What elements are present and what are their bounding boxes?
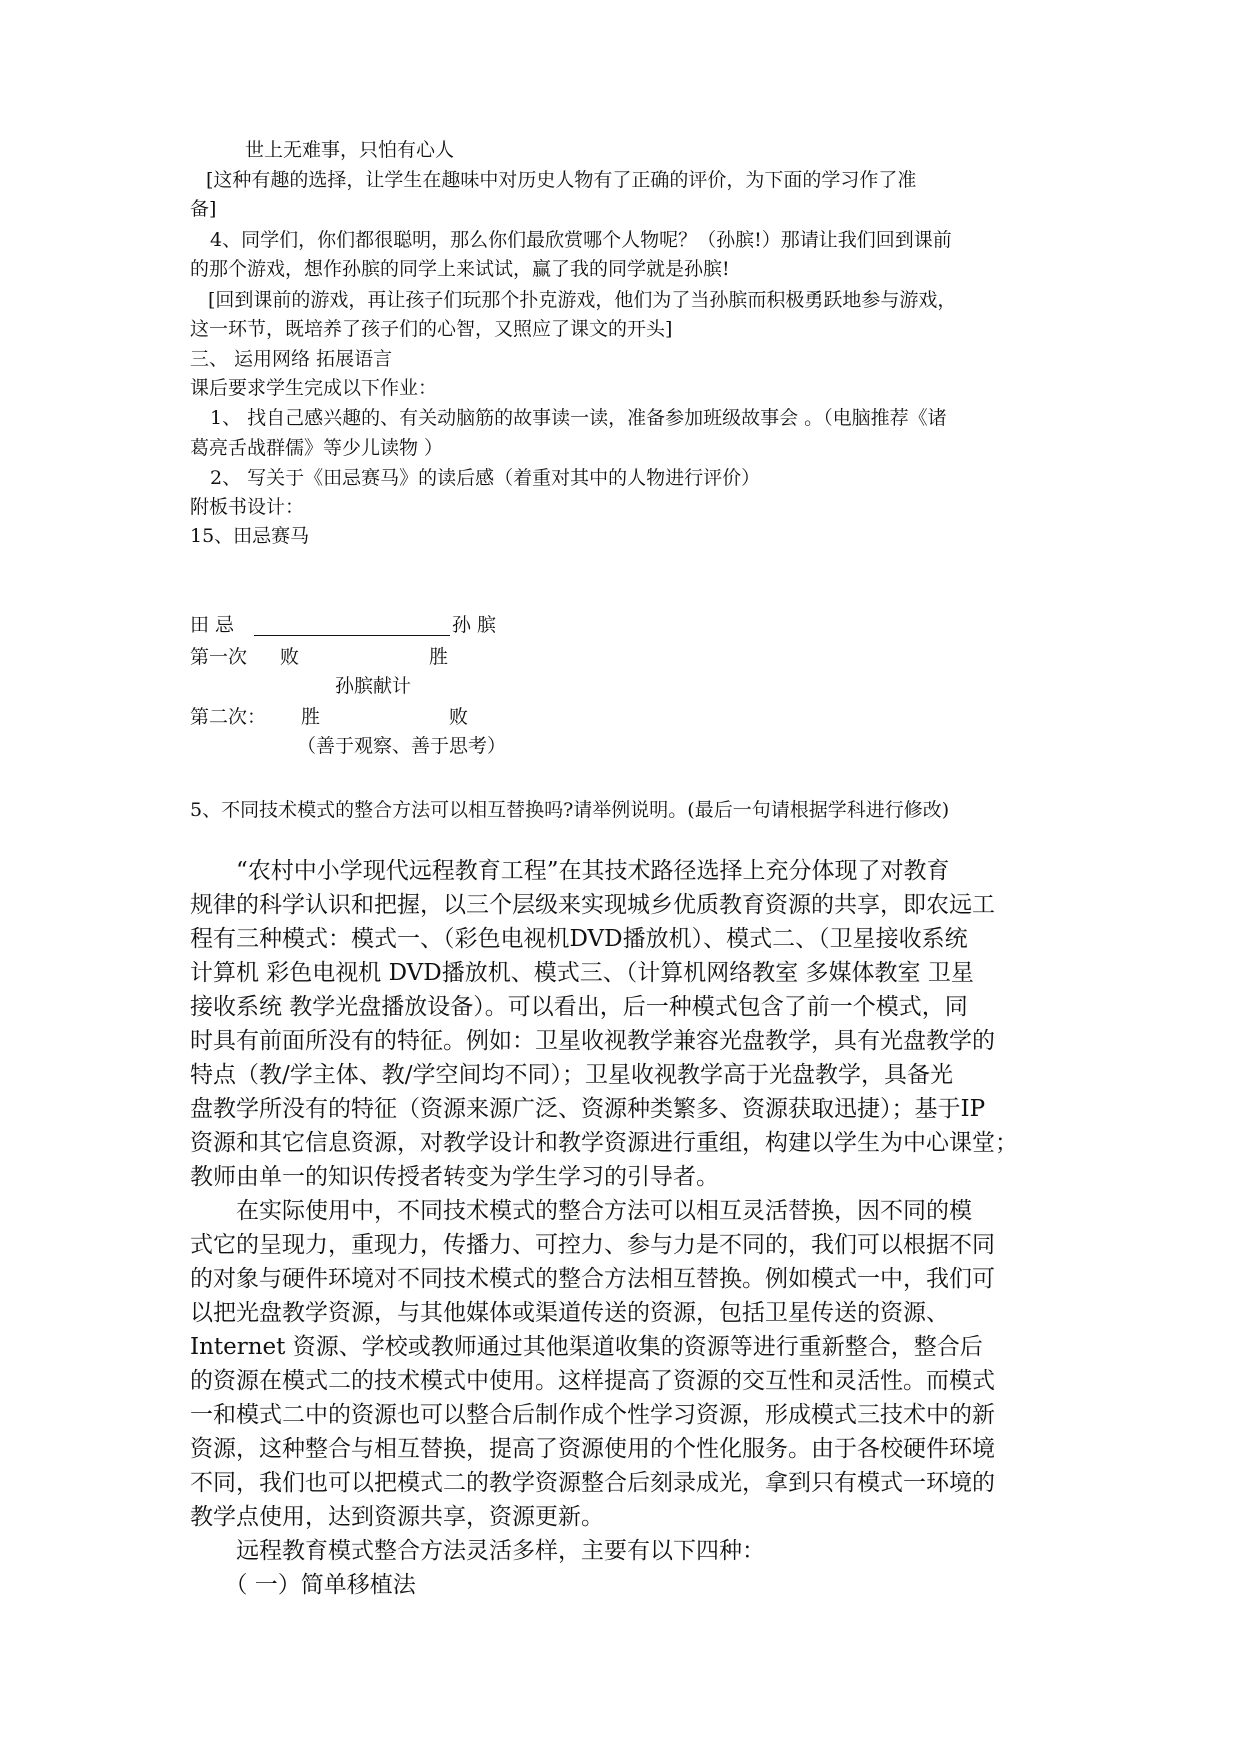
board-divider-line <box>254 635 450 636</box>
homework-1-line-1: 1、 找自己感兴趣的、有关动脑筋的故事读一读，准备参加班级故事会 。（电脑推荐《诸 <box>210 407 947 429</box>
board-lesson-title: 15、田忌赛马 <box>190 525 310 547</box>
section-3-heading: 三、 运用网络 拓展语言 <box>190 348 393 370</box>
item-4-line-2: 的那个游戏，想作孙膑的同学上来试试，赢了我的同学就是孙膑! <box>190 258 730 280</box>
answer-para-1-line-2: 规律的科学认识和把握，以三个层级来实现城乡优质教育资源的共享，即农远工 <box>190 892 995 918</box>
answer-para-2-line-9: 不同，我们也可以把模式二的教学资源整合后刻录成光，拿到只有模式一环境的 <box>190 1470 995 1496</box>
answer-para-2-line-10: 教学点使用，达到资源共享，资源更新。 <box>190 1504 604 1530</box>
answer-para-2-line-6: 的资源在模式二的技术模式中使用。这样提高了资源的交互性和灵活性。而模式 <box>190 1368 995 1394</box>
board-left-name: 田 忌 <box>190 614 235 636</box>
answer-para-1-line-7: 特点（教/学主体、教/学空间均不同）；卫星收视教学高于光盘教学，具备光 <box>190 1062 953 1088</box>
answer-para-1-line-5: 接收系统 教学光盘播放设备）。可以看出，后一种模式包含了前一个模式，同 <box>190 994 968 1020</box>
comment-2-line-2: 这一环节，既培养了孩子们的心智，又照应了课文的开头] <box>190 318 673 340</box>
board-advice: 孙膑献计 <box>335 675 412 697</box>
round-1-right-result: 胜 <box>429 646 449 668</box>
answer-para-1-line-4: 计算机 彩色电视机 DVD播放机、模式三、（计算机网络教室 多媒体教室 卫星 <box>190 960 974 986</box>
answer-para-2-line-1: 在实际使用中，不同技术模式的整合方法可以相互灵活替换，因不同的模 <box>190 1198 972 1224</box>
proverb-line: 世上无难事，只怕有心人 <box>245 139 455 161</box>
answer-para-2-line-4: 以把光盘教学资源，与其他媒体或渠道传送的资源，包括卫星传送的资源、 <box>190 1300 949 1326</box>
board-right-name: 孙 膑 <box>452 614 497 636</box>
answer-para-1-line-10: 教师由单一的知识传授者转变为学生学习的引导者。 <box>190 1164 719 1190</box>
method-1-heading: （ 一）简单移植法 <box>190 1572 416 1598</box>
board-traits: （善于观察、善于思考） <box>297 735 507 757</box>
answer-para-2-line-8: 资源，这种整合与相互替换，提高了资源使用的个性化服务。由于各校硬件环境 <box>190 1436 995 1462</box>
board-design-title: 附板书设计： <box>190 496 305 518</box>
answer-para-1-line-9: 资源和其它信息资源，对教学设计和教学资源进行重组，构建以学生为中心课堂； <box>190 1130 1018 1156</box>
answer-para-2-line-2: 式它的呈现力，重现力，传播力、可控力、参与力是不同的，我们可以根据不同 <box>190 1232 995 1258</box>
answer-para-1-line-3: 程有三种模式：模式一、（彩色电视机DVD播放机）、模式二、（卫星接收系统 <box>190 926 968 952</box>
comment-1-line-1: [这种有趣的选择，让学生在趣味中对历史人物有了正确的评价，为下面的学习作了准 <box>206 169 917 191</box>
answer-para-1-line-8: 盘教学所没有的特征（资源来源广泛、资源种类繁多、资源获取迅捷）；基于IP <box>190 1096 986 1122</box>
homework-intro: 课后要求学生完成以下作业： <box>190 377 438 399</box>
round-2-right-result: 败 <box>449 706 469 728</box>
answer-para-2-line-3: 的对象与硬件环境对不同技术模式的整合方法相互替换。例如模式一中，我们可 <box>190 1266 995 1292</box>
round-1-left-result: 败 <box>280 646 300 668</box>
answer-para-1-line-1: “农村中小学现代远程教育工程”在其技术路径选择上充分体现了对教育 <box>190 858 950 884</box>
round-2-left-result: 胜 <box>301 706 321 728</box>
round-2-label: 第二次： <box>190 706 267 728</box>
comment-2-line-1: [回到课前的游戏，再让孩子们玩那个扑克游戏，他们为了当孙膑而积极勇跃地参与游戏， <box>208 289 957 311</box>
homework-1-line-2: 葛亮舌战群儒》等少儿读物 ） <box>190 437 444 459</box>
answer-para-2-line-7: 一和模式二中的资源也可以整合后制作成个性学习资源，形成模式三技术中的新 <box>190 1402 995 1428</box>
round-1-label: 第一次 <box>190 646 248 668</box>
comment-1-line-2: 备] <box>190 198 217 220</box>
answer-para-1-line-6: 时具有前面所没有的特征。例如：卫星收视教学兼容光盘教学，具有光盘教学的 <box>190 1028 995 1054</box>
homework-2: 2、 写关于《田忌赛马》的读后感（着重对其中的人物进行评价） <box>210 467 761 489</box>
question-5: 5、不同技术模式的整合方法可以相互替换吗?请举例说明。(最后一句请根据学科进行修改) <box>190 799 950 821</box>
answer-para-3: 远程教育模式整合方法灵活多样，主要有以下四种： <box>190 1538 765 1564</box>
answer-para-2-line-5: Internet 资源、学校或教师通过其他渠道收集的资源等进行重新整合，整合后 <box>190 1334 983 1360</box>
item-4-line-1: 4、同学们，你们都很聪明，那么你们最欣赏哪个人物呢？（孙膑!）那请让我们回到课前 <box>210 229 952 251</box>
